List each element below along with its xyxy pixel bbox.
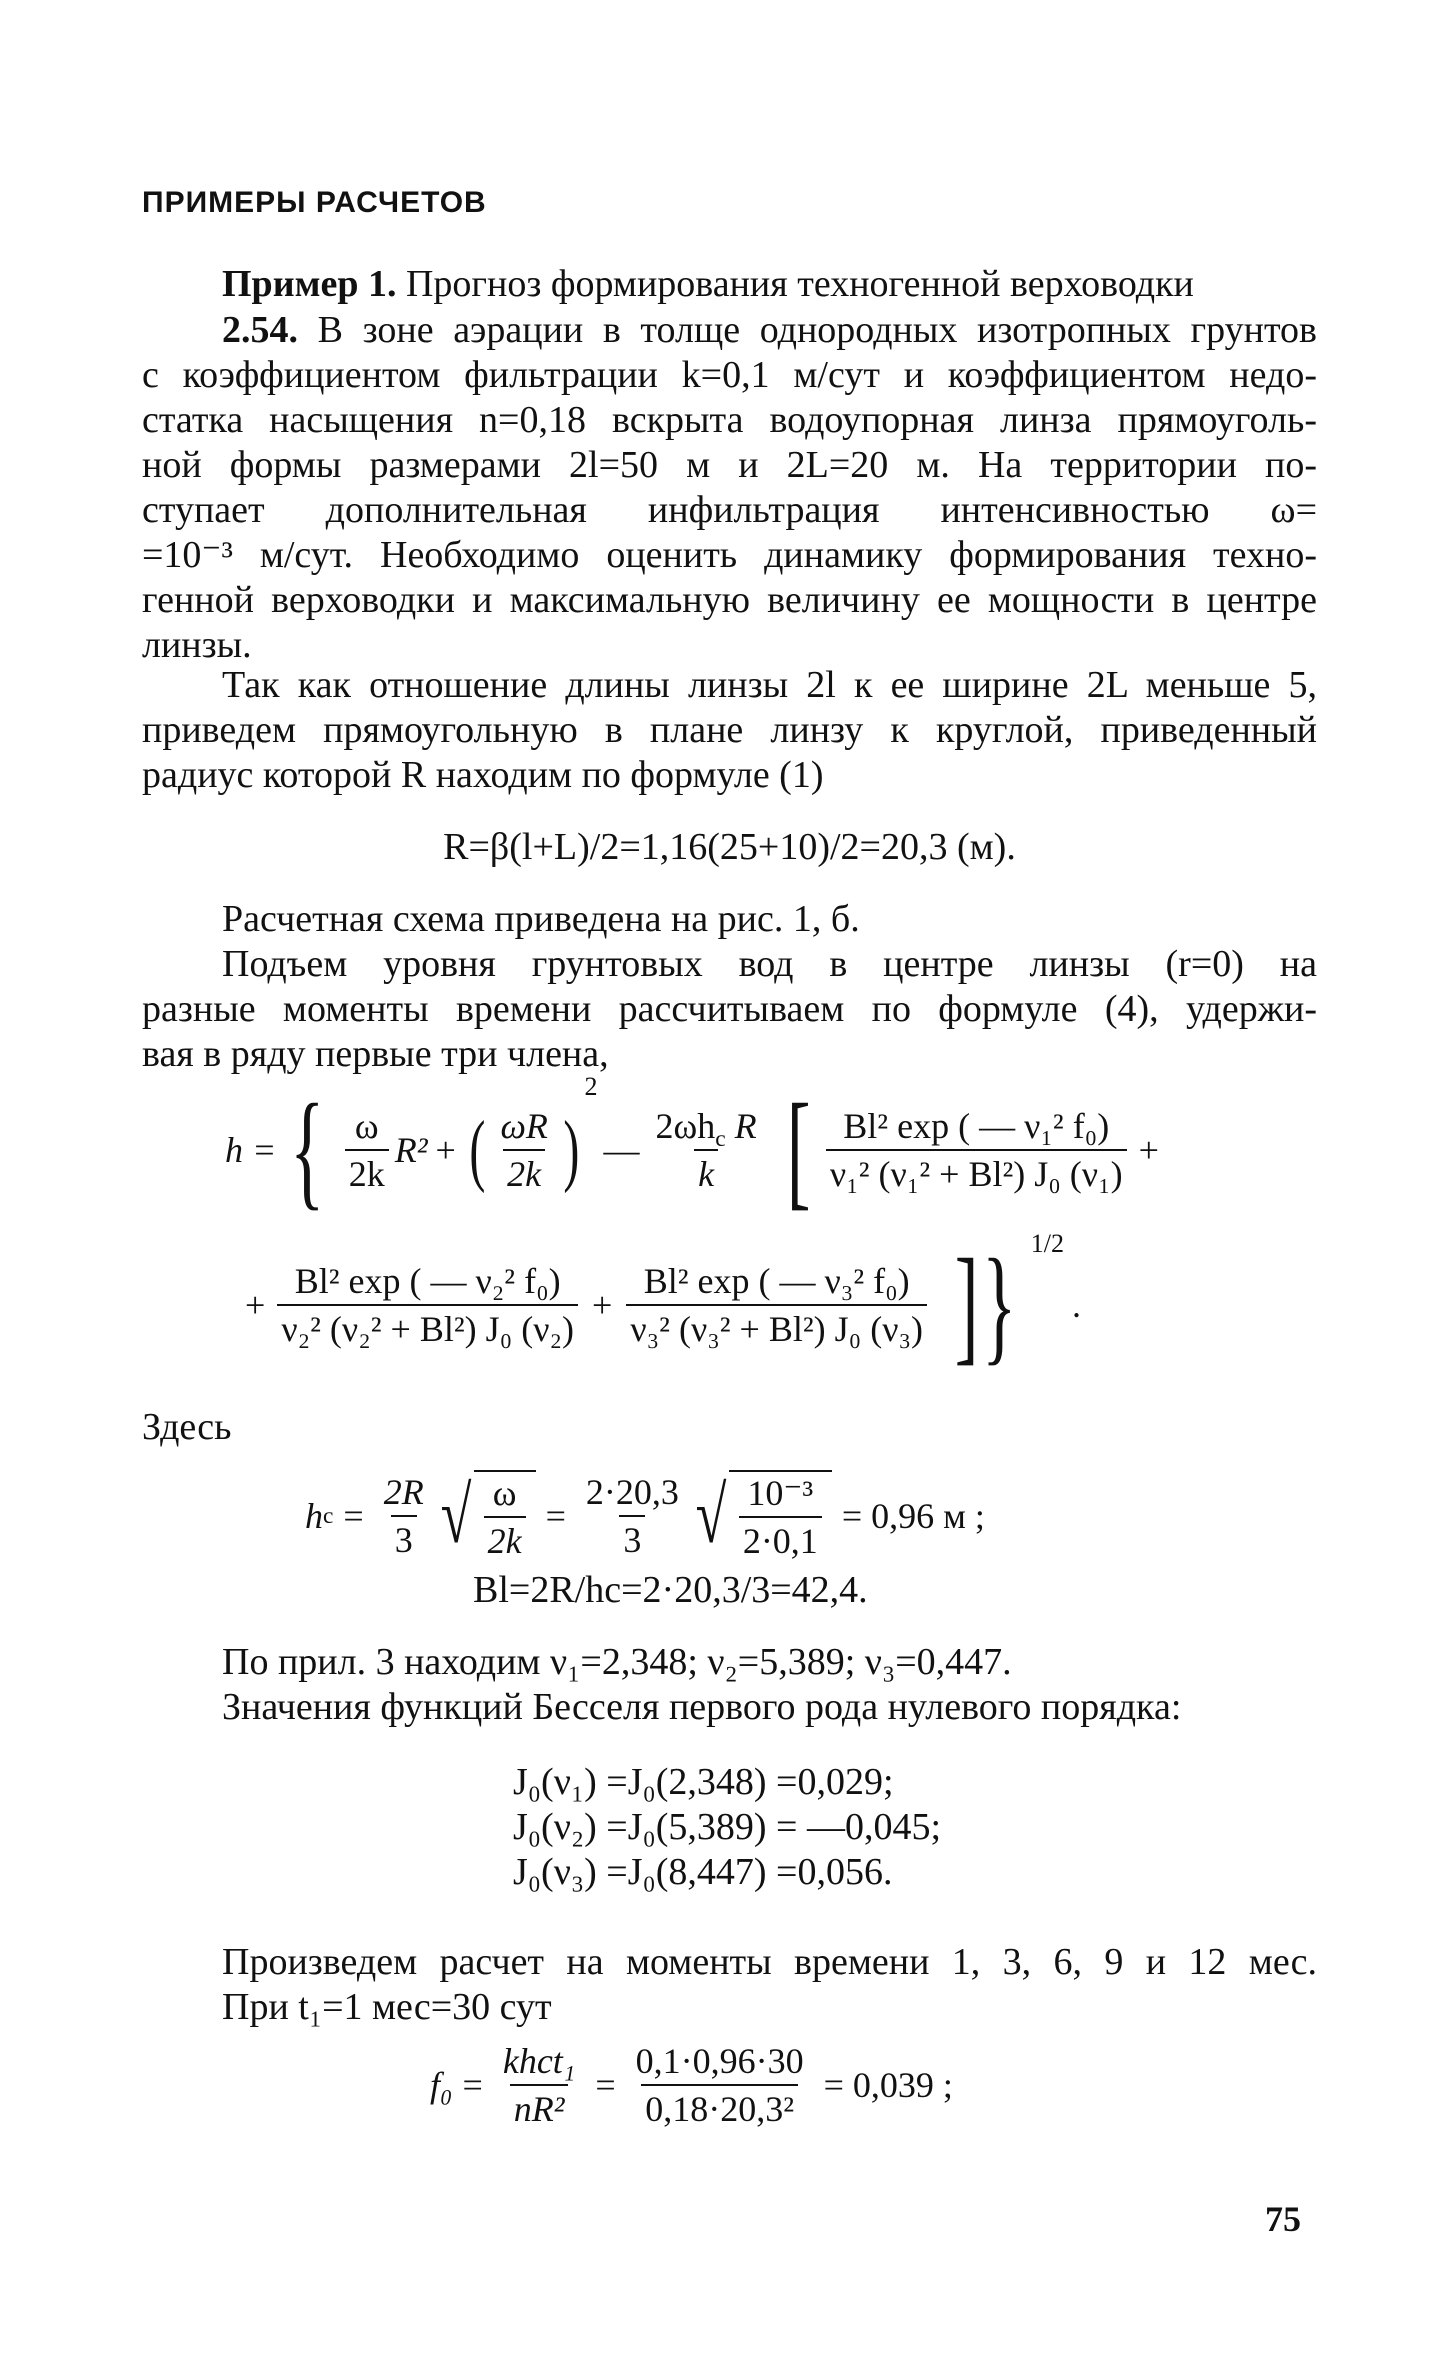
formula-f0: f₀ = $\frac{\text{khct₁}}{\text{nR²}}$ = $\frac{0,1\cdot 0,96\cdot 30}{\text{0,18·20,3²}}$ = 0,039 ; (430, 2041, 953, 2129)
fraction-2whcR-k: $\frac{2\omega h_c R}{k}$ (655, 1106, 757, 1194)
scheme-reference: Расчетная схема приведена на рис. 1, б. (222, 898, 860, 940)
text-line: с коэффициентом фильтрации k=0,1 м/сут и коэффициентом недо- (142, 354, 1317, 396)
here-label: Здесь (142, 1406, 232, 1448)
text-line: Так как отношение длины линзы 2l к ее ширине 2L меньше 5, (222, 664, 1317, 706)
sqrt-numeric: √ $\frac{\text{10⁻³}}{2\cdot 0,1}$ (689, 1470, 832, 1562)
calc-intro (222, 1940, 1317, 2030)
text-line: линзы. (142, 624, 252, 666)
appendix-values: По прил. 3 находим ν₁=2,348; ν₂=5,389; ν₃=0,447. (222, 1641, 1012, 1683)
text-line: 2.54. В зоне аэрации в толще однородных изотропных грунтов (222, 309, 1318, 351)
text-line: разные моменты времени рассчитываем по формуле (4), удержи- (142, 988, 1317, 1030)
formula-h-line1: h = { $\frac{\omega}{2k}$ R² + ( $\frac{\omega R}{2k}$ ) 2 — $\frac{2\omega h_c R}{k}$ [ $\frac{\text{Bl² exp ( — ν₁² f₀)}}{\text{ν₁² (ν₁² + Bl²) J₀ (ν₁)}}$ + (225, 1072, 1159, 1222)
bessel-intro: Значения функций Бесселя первого рода нулевого порядка: (222, 1686, 1182, 1728)
term-1: $\frac{\text{Bl² exp ( — ν₁² f₀)}}{\text{ν₁² (ν₁² + Bl²) J₀ (ν₁)}}$ (826, 1105, 1127, 1195)
fraction-w-2k: $\frac{\omega}{2k}$ (345, 1105, 389, 1195)
text-line: При t₁=1 мес=30 сут (222, 1986, 552, 2028)
example-title-text: Прогноз формирования техногенной верховодки (405, 263, 1194, 305)
text-line: =10⁻³ м/сут. Необходимо оценить динамику формирования техно- (142, 534, 1317, 576)
text-line: статка насыщения n=0,18 вскрыта водоупорная линза прямоуголь- (142, 399, 1317, 441)
formula-Bl: Bl=2R/hc=2·20,3/3=42,4. (473, 1569, 868, 1611)
page-number: 75 (1265, 2199, 1301, 2239)
sqrt-w-2k: √ $\frac{\omega}{2k}$ (434, 1470, 536, 1562)
section-heading: ПРИМЕРЫ РАСЧЕТОВ (142, 186, 487, 219)
term-2: $\frac{\text{Bl² exp ( — ν₂² f₀)}}{\text{ν₂² (ν₂² + Bl²) J₀ (ν₂)}}$ (277, 1260, 578, 1350)
example-label: Пример 1. (222, 263, 397, 305)
paragraph-254 (142, 308, 1317, 668)
bracket-right: ] (954, 1233, 979, 1377)
para-number: 2.54. (222, 309, 298, 351)
bessel-line: J₀(ν₂) =J₀(5,389) = —0,045; (513, 1806, 942, 1848)
term-3: $\frac{\text{Bl² exp ( — ν₃² f₀)}}{\text{ν₃² (ν₃² + Bl²) J₀ (ν₃)}}$ (626, 1260, 927, 1350)
text-line: ступает дополнительная инфильтрация интенсивностью ω= (142, 489, 1317, 531)
text-line: генной верховодки и максимальную величину ее мощности в центре (142, 579, 1317, 621)
formula-h-line2: + $\frac{\text{Bl² exp ( — ν₂² f₀)}}{\text{ν₂² (ν₂² + Bl²) J₀ (ν₂)}}$ + $\frac{\text{Bl² exp ( — ν₃² f₀)}}{\text{ν₃² (ν₃² + Bl²) J₀ (ν₃)}}$ ] } 1/2 . (245, 1229, 1081, 1377)
brace-left: { (290, 1078, 325, 1222)
fraction-wR-2k: $\frac{\omega R}{2k}$ (500, 1106, 548, 1194)
example-title (222, 262, 1322, 307)
text-line: Произведем расчет на моменты времени 1, 3, 6, 9 и 12 мес. (222, 1941, 1317, 1983)
R-squared: R² (394, 1130, 428, 1170)
bessel-line: J₀(ν₁) =J₀(2,348) =0,029; (513, 1761, 894, 1803)
text-line: приведем прямоугольную в плане линзу к круглой, приведенный (142, 709, 1317, 751)
text-line: ной формы размерами 2l=50 м и 2L=20 м. На территории по- (142, 444, 1317, 486)
formula-R: R=β(l+L)/2=1,16(25+10)/2=20,3 (м). (443, 826, 1016, 868)
text-line: Подъем уровня грунтовых вод в центре линзы (r=0) на (222, 943, 1317, 985)
formula-h-lhs: h = (225, 1130, 277, 1170)
text-line: вая в ряду первые три члена, (142, 1033, 609, 1075)
paragraph-rise (142, 942, 1317, 1077)
bessel-line: J₀(ν₃) =J₀(8,447) =0,056. (513, 1851, 893, 1893)
bracket-left: [ (786, 1078, 811, 1222)
formula-hc: h c = $\frac{2R}{3}$ √ $\frac{\omega}{2k}$ = $\frac{2\cdot 20,3}{3}$ √ $\frac{\text{10⁻³}}{2\cdot 0,1}$ = 0,96 м ; (305, 1472, 985, 1561)
paragraph-ratio (142, 663, 1317, 798)
bessel-values (513, 1760, 1113, 1895)
brace-right: } (982, 1233, 1017, 1377)
text-line: радиус которой R находим по формуле (1) (142, 754, 824, 796)
